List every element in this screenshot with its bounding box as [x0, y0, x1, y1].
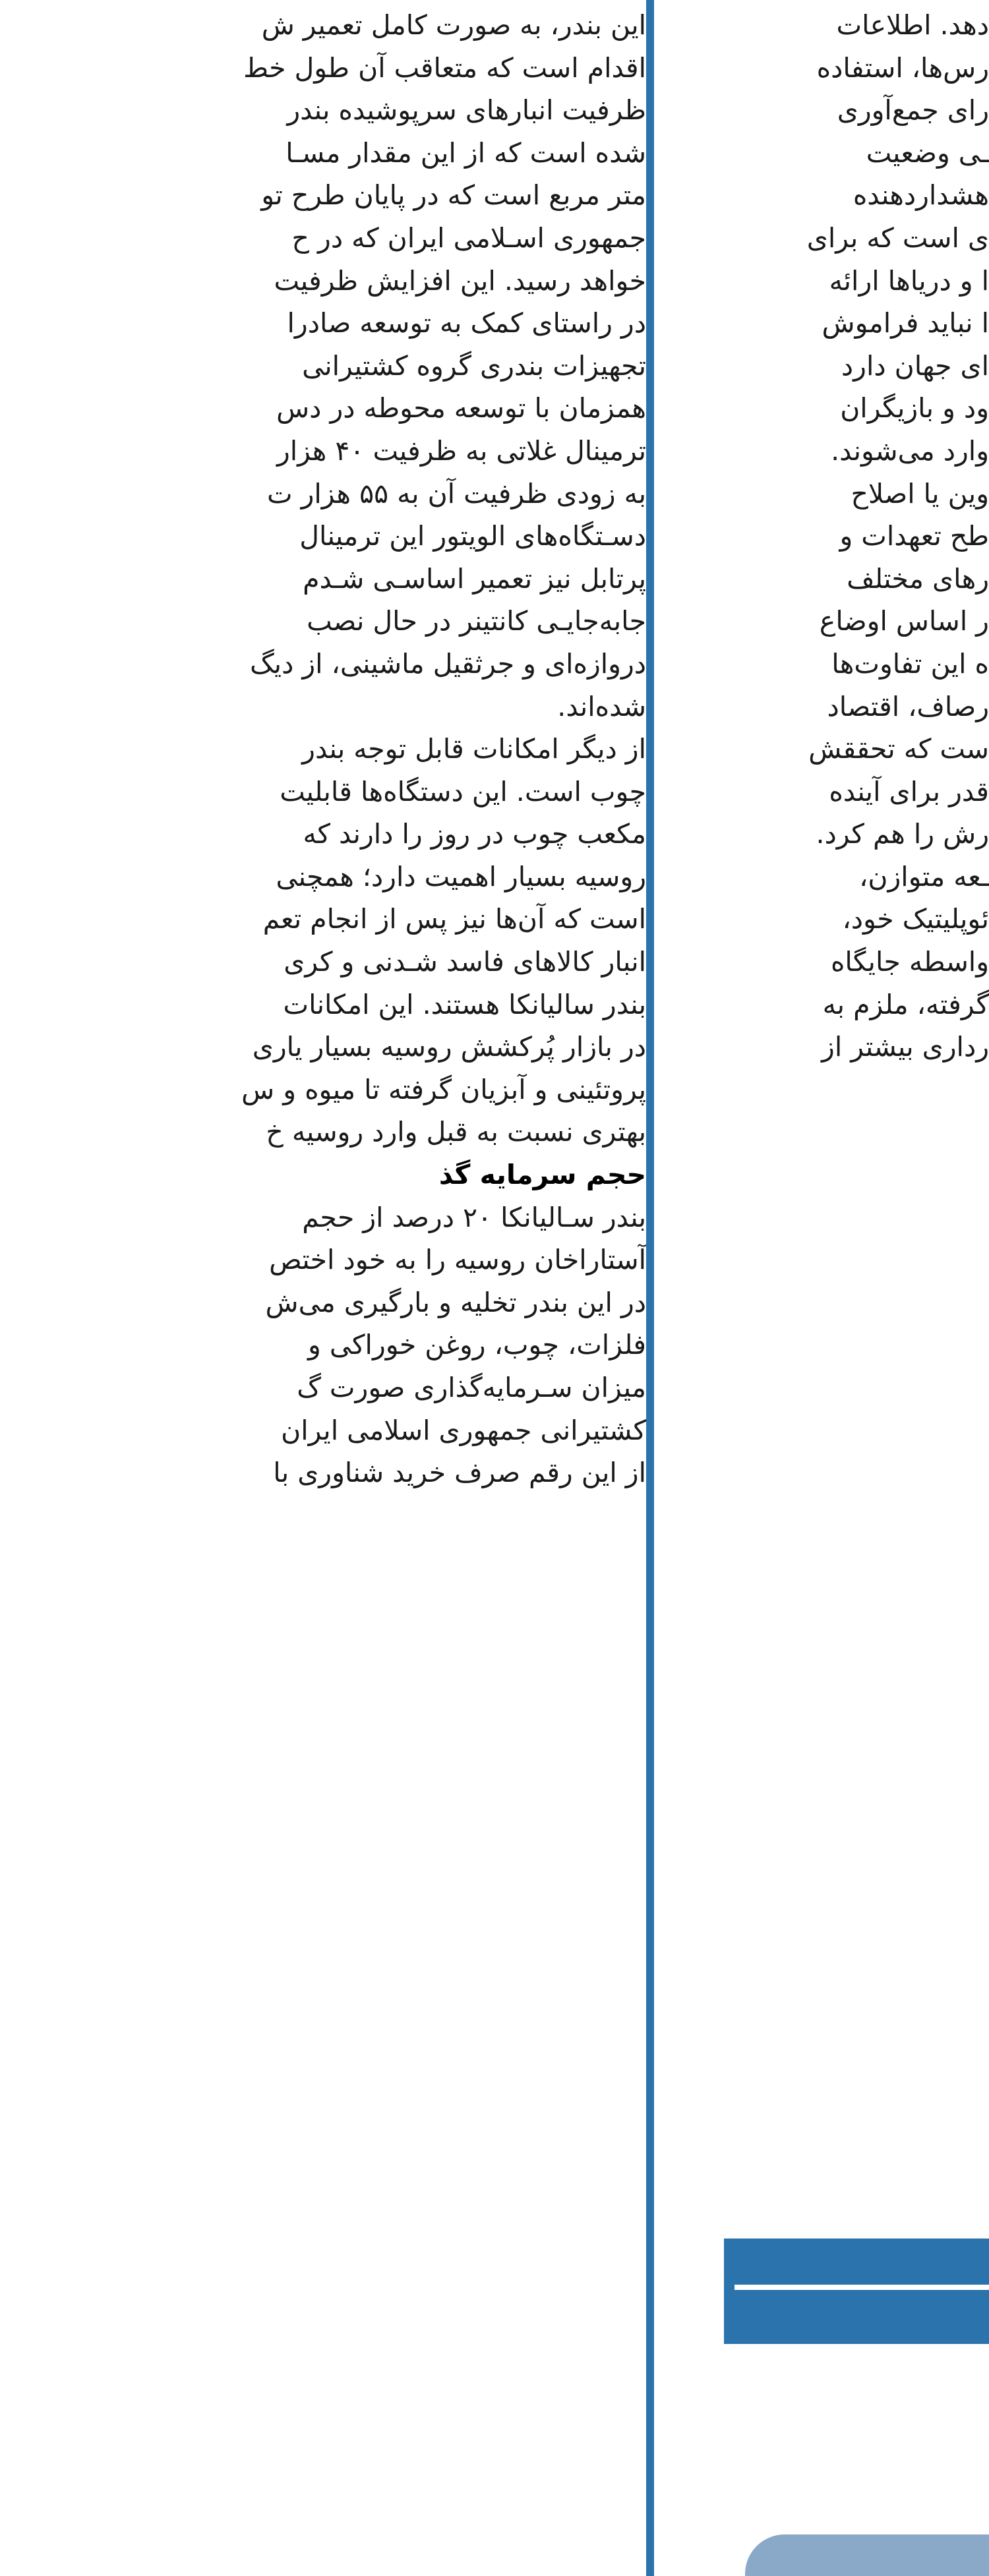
body-text-line: وین یا اصلاح [851, 477, 989, 510]
right-text-column [659, 0, 989, 1068]
column-divider-bar [646, 0, 654, 2576]
body-text-line: در بازار پُرکشش روسیه بسیار یاری [252, 1031, 646, 1063]
section-heading: حجم سرمایه گذ [438, 1159, 646, 1191]
body-text-line: ترمینال غلاتی به ظرفیت ۴۰ هزار [276, 434, 646, 467]
blue-box-white-rule [734, 2285, 989, 2290]
body-text-line: بندر سـالیانکا ۲۰ درصد از حجم [302, 1201, 646, 1233]
body-text-line: پرتابل نیز تعمیر اساسـی شـدم [303, 562, 646, 595]
body-text-line: ا و دریاها ارائه [829, 264, 989, 297]
body-text-line: کشتیرانی جمهوری اسلامی ایران [281, 1414, 646, 1446]
body-text-line: میزان سـرمایه‌گذاری صورت گ [297, 1372, 646, 1403]
left-text-column [0, 0, 646, 1494]
body-text-line: این بندر، به صورت کامل تعمیر ش [261, 9, 646, 41]
body-text-line: رهای مختلف [847, 562, 989, 595]
body-text-line: ظرفیت انبارهای سرپوشیده بندر [287, 94, 646, 127]
body-text-line: واسطه جایگاه [830, 946, 989, 978]
body-text-line: شده‌اند. [557, 690, 646, 722]
body-text-line: تجهیزات بندری گروه کشتیرانی [302, 349, 646, 382]
body-text-line: از این رقم صرف خرید شناوری با [273, 1457, 646, 1489]
body-text-line: چوب است. این دستگاه‌ها قابلیت [280, 775, 646, 807]
body-text-line: فلزات، چوب، روغن خوراکی و [308, 1329, 646, 1361]
blue-decorative-box [724, 2239, 989, 2344]
body-text-line: همزمان با توسعه محوطه در دس [276, 392, 646, 424]
body-text-line: هشداردهنده [853, 179, 989, 212]
body-text-line: خواهد رسید. این افزایش ظرفیت [274, 264, 646, 297]
body-text-line: جابه‌جایـی کانتینر در حال نصب [307, 605, 646, 637]
body-text-line: پروتئینی و آبزیان گرفته تا میوه و س [241, 1073, 646, 1105]
body-text-line: شده است که از این مقدار مسـا [285, 136, 646, 169]
body-text-line: رصاف، اقتصاد [827, 690, 989, 722]
body-text-line: قدر برای آینده [829, 775, 989, 807]
body-text-line: از دیگر امکانات قابل توجه بندر [302, 733, 646, 765]
body-text-line: طح تعهدات و [839, 520, 989, 552]
body-text-line: دسـتگاه‌های الویتور این ترمینال [299, 520, 646, 552]
body-text-line: رداری بیشتر از [822, 1031, 989, 1063]
rounded-decorative-shape [745, 2534, 989, 2576]
body-text-line: در راستای کمک به توسعه صادرا [287, 307, 646, 339]
body-text-line: ئوپلیتیک خود، [842, 903, 989, 935]
body-text-line: دروازه‌ای و جرثقیل ماشینی، از دیگ [249, 647, 646, 680]
body-text-line: رس‌ها، استفاده [816, 51, 989, 84]
body-text-line: است که آن‌ها نیز پس از انجام تعم [262, 903, 646, 935]
body-text-line: روسیه بسیار اهمیت دارد؛ همچنی [276, 860, 646, 893]
body-text-line: آستاراخان روسیه را به خود اختص [269, 1244, 646, 1276]
body-text-line: ا نباید فراموش [822, 307, 989, 339]
body-text-line: دهد. اطلاعات [836, 9, 989, 41]
body-text-line: جمهوری اسـلامی ایران که در ح [291, 221, 646, 254]
body-text-line: ـی وضعیت [866, 136, 989, 169]
body-text-line: در این بندر تخلیه و بارگیری می‌ش [265, 1286, 646, 1318]
body-text-line: مکعب چوب در روز را دارند که [303, 818, 646, 850]
body-text-line: متر مربع است که در پایان طرح تو [261, 179, 646, 212]
body-text-line: رای جمع‌آوری [837, 94, 989, 127]
body-text-line: به زودی ظرفیت آن به ۵۵ هزار ت [266, 477, 646, 510]
body-text-line: بندر سالیانکا هستند. این امکانات [283, 988, 646, 1020]
body-text-line: ود و بازیگران [840, 392, 989, 424]
body-text-line: ی است که برای [806, 221, 989, 254]
body-text-line: ه این تفاوت‌ها [831, 647, 989, 680]
body-text-line: ـعه متوازن، [859, 860, 989, 893]
body-text-line: رش را هم کرد. [816, 818, 989, 850]
body-text-line: اقدام است که متعاقب آن طول خط [243, 51, 646, 84]
body-text-line: وارد می‌شوند. [831, 434, 989, 467]
body-text-line: انبار کالاهای فاسد شـدنی و کری [284, 946, 646, 978]
body-text-line: ست که تحققش [808, 733, 989, 765]
body-text-line: ر اساس اوضاع [819, 605, 989, 637]
body-text-line: بهتری نسبت به قبل وارد روسیه خ [266, 1116, 646, 1148]
body-text-line: ای جهان دارد [841, 349, 989, 382]
body-text-line: گرفته، ملزم به [822, 988, 989, 1020]
